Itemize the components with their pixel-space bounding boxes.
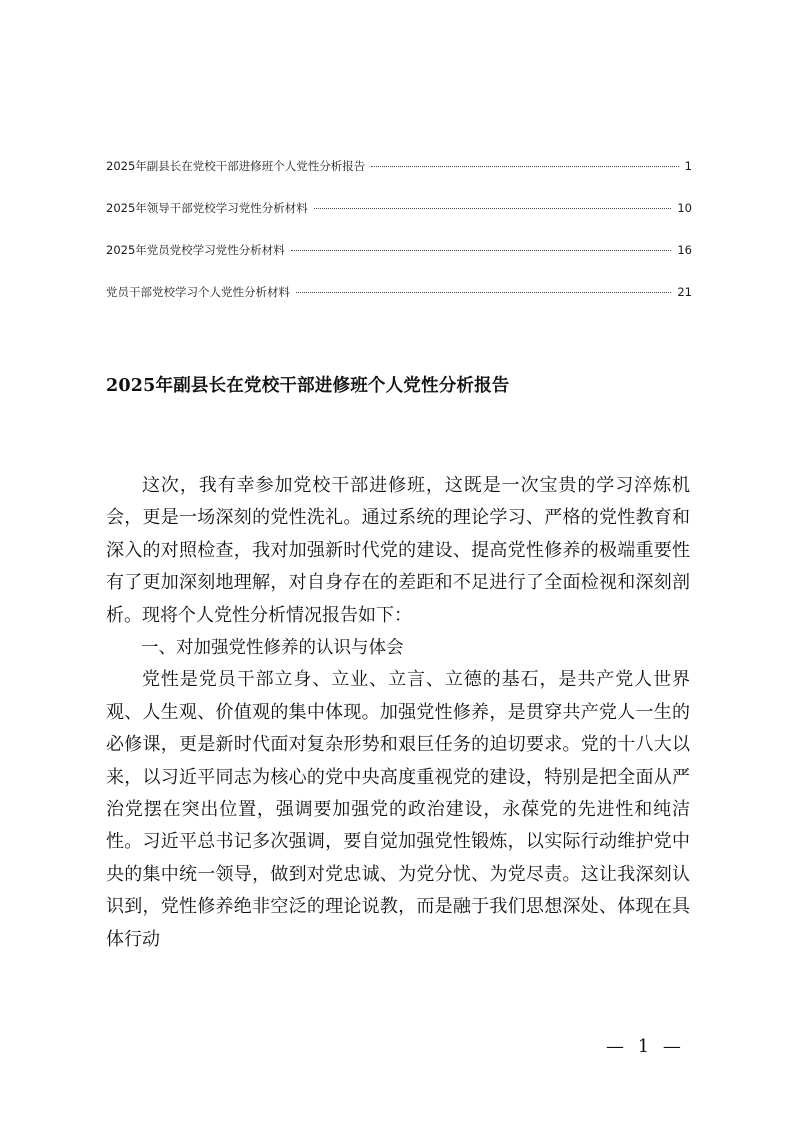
section-heading: 一、对加强党性修养的认识与体会 xyxy=(141,638,404,659)
page-number: — 1 — xyxy=(606,1036,685,1057)
intro-paragraph: 这次，我有幸参加党校干部进修班，这既是一次宝贵的学习淬炼机会，更是一场深刻的党性洗礼。通过系统的理论学习、严格的党性教育和深入的对照检查，我对加强新时代党的建设、提高党性修养的极端重要性有了更加深刻地理解，对自身存在的差距和不足进行了全面检视和深刻剖析。现将个人党性分析情况报告如下： xyxy=(106,475,690,626)
document-title: 2025年副县长在党校干部进修班个人党性分析报告 xyxy=(106,376,510,396)
document-body xyxy=(106,470,690,956)
table-of-contents xyxy=(106,158,692,326)
toc-entry[interactable] xyxy=(106,242,692,284)
toc-entry[interactable] xyxy=(106,158,692,200)
toc-entry-title: 2025年领导干部党校学习党性分析材料 xyxy=(106,201,308,215)
toc-entry-page: 1 xyxy=(684,159,692,173)
toc-entry-page: 10 xyxy=(677,201,692,215)
toc-entry-title: 2025年副县长在党校干部进修班个人党性分析报告 xyxy=(106,159,366,173)
toc-entry-page: 16 xyxy=(677,243,692,257)
toc-entry-title: 2025年党员党校学习党性分析材料 xyxy=(106,243,285,257)
toc-entry-title: 党员干部党校学习个人党性分析材料 xyxy=(106,285,290,299)
toc-leader-dots xyxy=(291,250,672,251)
toc-entry[interactable] xyxy=(106,200,692,242)
toc-leader-dots xyxy=(371,166,678,167)
toc-entry[interactable] xyxy=(106,284,692,326)
toc-leader-dots xyxy=(314,208,672,209)
toc-leader-dots xyxy=(296,292,671,293)
body-paragraph: 党性是党员干部立身、立业、立言、立德的基石，是共产党人世界观、人生观、价值观的集中体现。加强党性修养，是贯穿共产党人一生的必修课，更是新时代面对复杂形势和艰巨任务的迫切要求。党的十八大以来，以习近平同志为核心的党中央高度重视党的建设，特别是把全面从严治党摆在突出位置，强调要加强党的政治建设，永葆党的先进性和纯洁性。习近平总书记多次强调，要自觉加强党性锻炼，以实际行动维护党中央的集中统一领导，做到对党忠诚、为党分忧、为党尽责。这让我深刻认识到，党性修养绝非空泛的理论说教，而是融于我们思想深处、体现在具体行动 xyxy=(106,669,690,950)
toc-entry-page: 21 xyxy=(677,285,692,299)
